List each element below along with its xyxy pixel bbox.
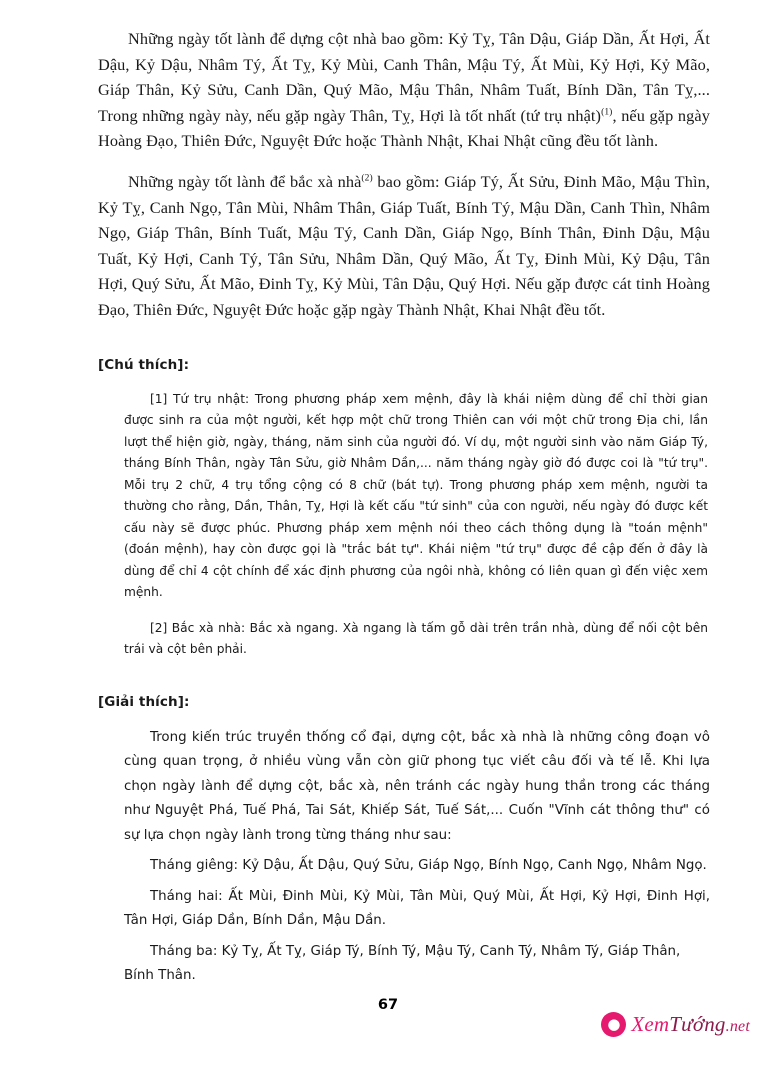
watermark-net: .net — [725, 1018, 750, 1035]
page-number: 67 — [377, 997, 399, 1013]
footnote-marker-2: (2) — [361, 173, 373, 184]
explanation-month-1: Tháng giêng: Kỷ Dậu, Ất Dậu, Quý Sửu, Giáp Ngọ, Bính Ngọ, Canh Ngọ, Nhâm Ngọ. — [150, 858, 707, 874]
notes-heading-spacer — [98, 373, 710, 389]
note-item-2: [2] Bắc xà nhà: Bắc xà ngang. Xà ngang là tấm gỗ dài trên trần nhà, dùng để nối cột bên trái và cột bên phải. — [124, 620, 708, 657]
explanation-month-3: Tháng ba: Kỷ Tỵ, Ất Tỵ, Giáp Tý, Bính Tý, Mậu Tý, Canh Tý, Nhâm Tý, Giáp Thân, Bính Thân. — [124, 943, 681, 984]
watermark-main: Xem — [631, 1012, 670, 1036]
paragraph-2-tail: bao gồm: Giáp Tý, Ất Sửu, Đinh Mão, Mậu Thìn, Kỷ Tỵ, Canh Ngọ, Tân Mùi, Nhâm Thân, Giáp Tuất, Bính Tý, Mậu Dần, Canh Thìn, Nhâm Ngọ, Giáp Thân, Bính Tuất, Mậu Tý, Canh Dần, Giáp Ngọ, Bính Thân, Đinh Dậu, Mậu Tuất, Kỷ Hợi, Canh Tý, Tân Sửu, Nhâm Dần, Quý Mão, Ất Tỵ, Đinh Mùi, Kỷ Dậu, Tân Hợi, Quý Sửu, Ất Mão, Đinh Tỵ, Kỷ Mùi, Tân Dậu, Quý Hợi. Nếu gặp được cát tinh Hoàng Đạo, Thiên Đức, Nguyệt Đức hoặc gặp ngày Thành Nhật, Khai Nhật đều tốt. — [98, 171, 710, 319]
explanation-heading-spacer — [98, 710, 710, 726]
watermark-text — [631, 1012, 750, 1037]
paragraph-spacer — [98, 160, 710, 169]
note-item-1: [1] Tứ trụ nhật: Trong phương pháp xem mệnh, đây là khái niệm dùng để chỉ thời gian được sinh ra của một người, kết hợp một chữ trong Thiên can với một chữ trong Địa chi, lần lượt thể hiện giờ, ngày, tháng, năm sinh của người đó. Ví dụ, một người sinh vào năm Giáp Tý, tháng Bính Thân, ngày Tân Sửu, giờ Nhâm Dần,... năm tháng ngày giờ đó được coi là "tứ trụ". Mỗi trụ 2 chữ, 4 trụ tổng cộng có 8 chữ (bát tự). Trong phương pháp xem mệnh, người ta thường cho rằng, Dần, Thân, Tỵ, Hợi là kết cấu "tứ sinh" của con người, nếu ngày đó được kết cấu này sẽ được phúc. Phương pháp xem mệnh nói theo cách thông dụng là "toán mệnh" (đoán mệnh), hay còn được gọi là "trắc bát tự". Khái niệm "tứ trụ" được đề cập đến ở đây là dùng để chỉ 4 cột chính để xác định phương của ngôi nhà, không có liên quan gì đến việc xem mệnh. — [124, 391, 708, 600]
note-spacer — [98, 609, 710, 618]
footnote-marker-1: (1) — [601, 107, 613, 118]
explanation-heading: [Giải thích]: — [98, 693, 190, 710]
watermark-secondary: Tướng — [669, 1012, 726, 1036]
paragraph-1-tail: , nếu gặp ngày Hoàng Đạo, Thiên Đức, Nguyệt Đức hoặc Thành Nhật, Khai Nhật cũng đều tốt lành. — [98, 105, 710, 151]
paragraph-2 — [98, 169, 710, 323]
watermark — [601, 1012, 750, 1037]
paragraph-2-text: Những ngày tốt lành để bắc xà nhà — [128, 171, 362, 191]
explanation-month-2: Tháng hai: Ất Mùi, Đinh Mùi, Kỷ Mùi, Tân Mùi, Quý Mùi, Ất Hợi, Kỷ Hợi, Đinh Hợi, Tân Hợi, Giáp Dần, Bính Dần, Mậu Dần. — [124, 888, 710, 929]
notes-heading: [Chú thích]: — [98, 356, 190, 373]
person-icon: ● — [601, 1012, 626, 1037]
paragraph-1 — [98, 26, 710, 154]
explanation-paragraph-1: Trong kiến trúc truyền thống cổ đại, dựng cột, bắc xà nhà là những công đoạn vô cùng quan trọng, ở nhiều vùng vẫn còn giữ phong tục viết câu đối và tế lễ. Khi lựa chọn ngày lành để dựng cột, bắc xà, nên tránh các ngày hung thần trong các tháng như Nguyệt Phá, Tuế Phá, Tai Sát, Khiếp Sát, Tuế Sát,... Cuốn "Vĩnh cát thông thư" có sự lựa chọn ngày lành trong từng tháng như sau: — [124, 729, 710, 843]
paragraph-1-text: Những ngày tốt lành để dựng cột nhà bao gồm: Kỷ Tỵ, Tân Dậu, Giáp Dần, Ất Hợi, Ất Dậu, Kỷ Dậu, Nhâm Tý, Ất Tỵ, Kỷ Mùi, Canh Thân, Mậu Tý, Ất Mùi, Kỷ Hợi, Kỷ Mão, Giáp Thân, Kỷ Sửu, Canh Dần, Quý Mão, Mậu Thân, Nhâm Tuất, Bính Dần, Tân Tỵ,... Trong những ngày này, nếu gặp ngày Thân, Tỵ, Hợi là tốt nhất (tứ trụ nhật) — [98, 29, 710, 125]
section-spacer-explain — [98, 666, 710, 694]
section-spacer-notes — [98, 329, 710, 357]
